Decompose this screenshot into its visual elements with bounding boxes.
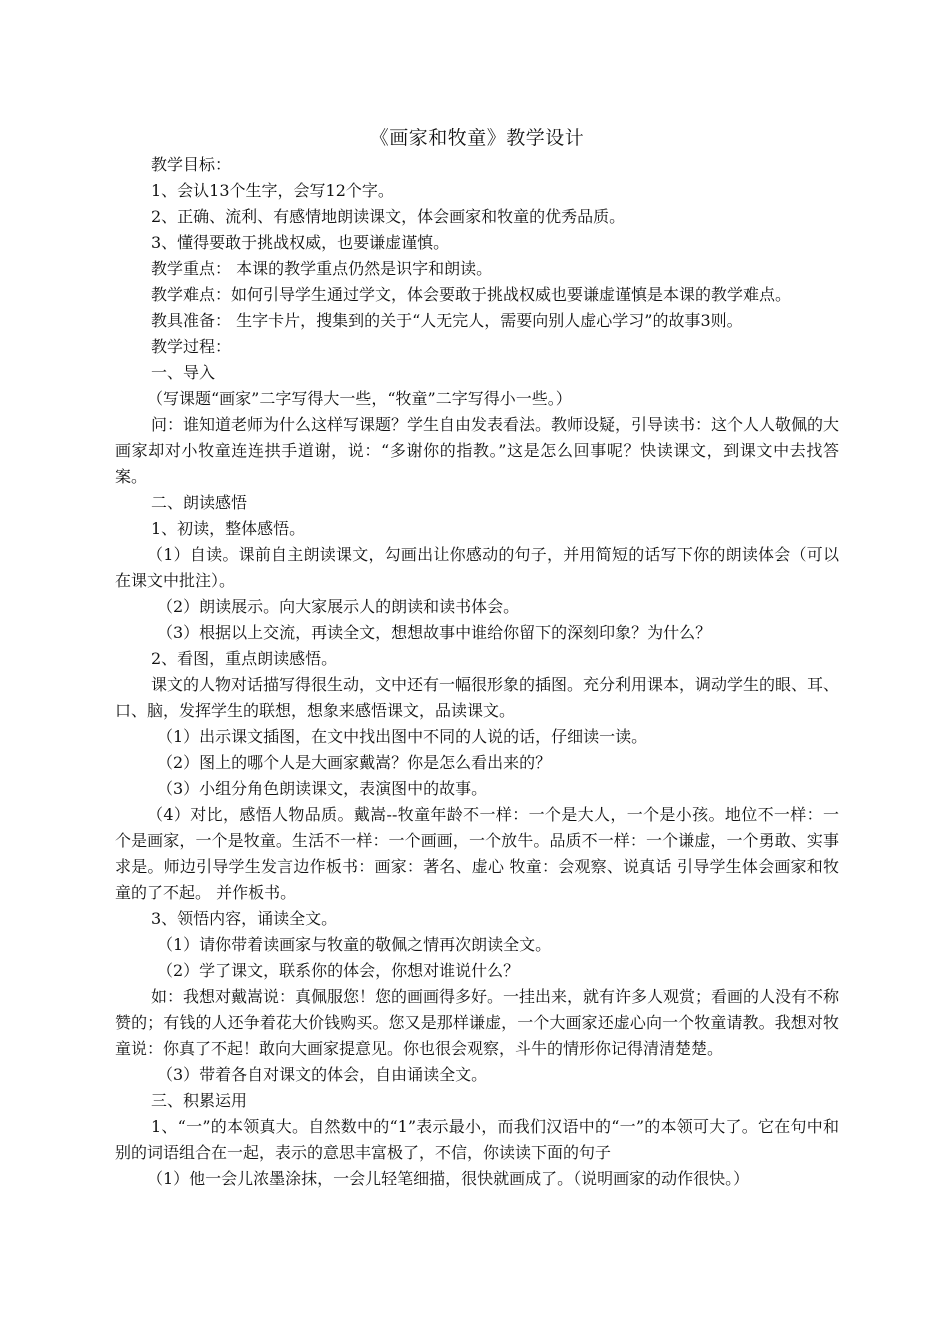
paragraph: （3）带着各自对课文的体会，自由诵读全文。 (157, 1065, 488, 1084)
paragraph: 教学难点：如何引导学生通过学文，体会要敢于挑战权威也要谦虚谨慎是本课的教学难点。 (151, 285, 792, 304)
paragraph: 教学重点： 本课的教学重点仍然是识字和朗读。 (151, 259, 493, 278)
paragraph: （1）他一会儿浓墨涂抹，一会儿轻笔细描，很快就画成了。（说明画家的动作很快。） (147, 1169, 750, 1188)
paragraph: 1、初读，整体感悟。 (151, 519, 306, 538)
paragraph: 3、懂得要敢于挑战权威，也要谦虚谨慎。 (151, 233, 450, 252)
section-heading: 三、积累运用 (151, 1091, 248, 1110)
paragraph: （2）朗读展示。向大家展示人的朗读和读书体会。 (157, 597, 520, 616)
paragraph: 1、会认13个生字，会写12个字。 (151, 181, 394, 200)
paragraph: 教学目标： (151, 155, 232, 174)
paragraph: 问：谁知道老师为什么这样写课题？学生自由发表看法。教师设疑，引导读书：这个人人敬佩的大画家却对小牧童连连拱手道谢，说：“多谢你的指教。”这是怎么回事呢？快读课文，到课文中去找答案。 (115, 415, 840, 486)
paragraph: 1、“一”的本领真大。自然数中的“1”表示最小，而我们汉语中的“一”的本领可大了。它在句中和别的词语组合在一起，表示的意思丰富极了，不信，你读读下面的句子 (115, 1117, 839, 1162)
paragraph: （2）图上的哪个人是大画家戴嵩？你是怎么看出来的？ (157, 753, 552, 772)
paragraph: 教学过程： (151, 337, 232, 356)
section-heading: 二、朗读感悟 (151, 493, 248, 512)
document-body (115, 124, 839, 1192)
paragraph: 2、看图，重点朗读感悟。 (151, 649, 338, 668)
paragraph: （1）自读。课前自主朗读课文，勾画出让你感动的句子，并用简短的话写下你的朗读体会（可以在课文中批注）。 (115, 545, 839, 590)
paragraph: （写课题“画家”二字写得大一些，“牧童”二字写得小一些。） (147, 389, 572, 408)
paragraph: （3）小组分角色朗读课文，表演图中的故事。 (157, 779, 488, 798)
paragraph: （1）请你带着读画家与牧童的敬佩之情再次朗读全文。 (157, 935, 552, 954)
paragraph: 教具准备： 生字卡片，搜集到的关于“人无完人，需要向别人虚心学习”的故事3则。 (151, 311, 743, 330)
document-title: 《画家和牧童》教学设计 (369, 127, 585, 149)
paragraph: （3）根据以上交流，再读全文，想想故事中谁给你留下的深刻印象？为什么？ (157, 623, 712, 642)
paragraph: （4）对比，感悟人物品质。戴嵩--牧童年龄不一样：一个是大人，一个是小孩。地位不一样：一个是画家，一个是牧童。生活不一样：一个画画，一个放牛。品质不一样：一个谦虚，一个勇敢、实事求是。师边引导学生发言边作板书：画家：著名、虚心 牧童：会观察、说真话 引导学生体会画家和牧童的了不起。 并作板书。 (115, 805, 839, 902)
paragraph: 课文的人物对话描写得很生动，文中还有一幅很形象的插图。充分利用课本，调动学生的眼、耳、口、脑，发挥学生的联想，想象来感悟课文，品读课文。 (115, 675, 840, 720)
paragraph: （1）出示课文插图，在文中找出图中不同的人说的话，仔细读一读。 (157, 727, 648, 746)
paragraph: 2、正确、流利、有感情地朗读课文，体会画家和牧童的优秀品质。 (151, 207, 626, 226)
section-heading: 一、导入 (151, 363, 216, 382)
paragraph: （2）学了课文，联系你的体会，你想对谁说什么？ (157, 961, 520, 980)
paragraph: 3、领悟内容，诵读全文。 (151, 909, 338, 928)
paragraph: 如：我想对戴嵩说：真佩服您！您的画画得多好。一挂出来，就有许多人观赏；看画的人没有不称赞的；有钱的人还争着花大价钱购买。您又是那样谦虚，一个大画家还虚心向一个牧童请教。我想对牧童说：你真了不起！敢向大画家提意见。你也很会观察，斗牛的情形你记得清清楚楚。 (115, 987, 840, 1058)
